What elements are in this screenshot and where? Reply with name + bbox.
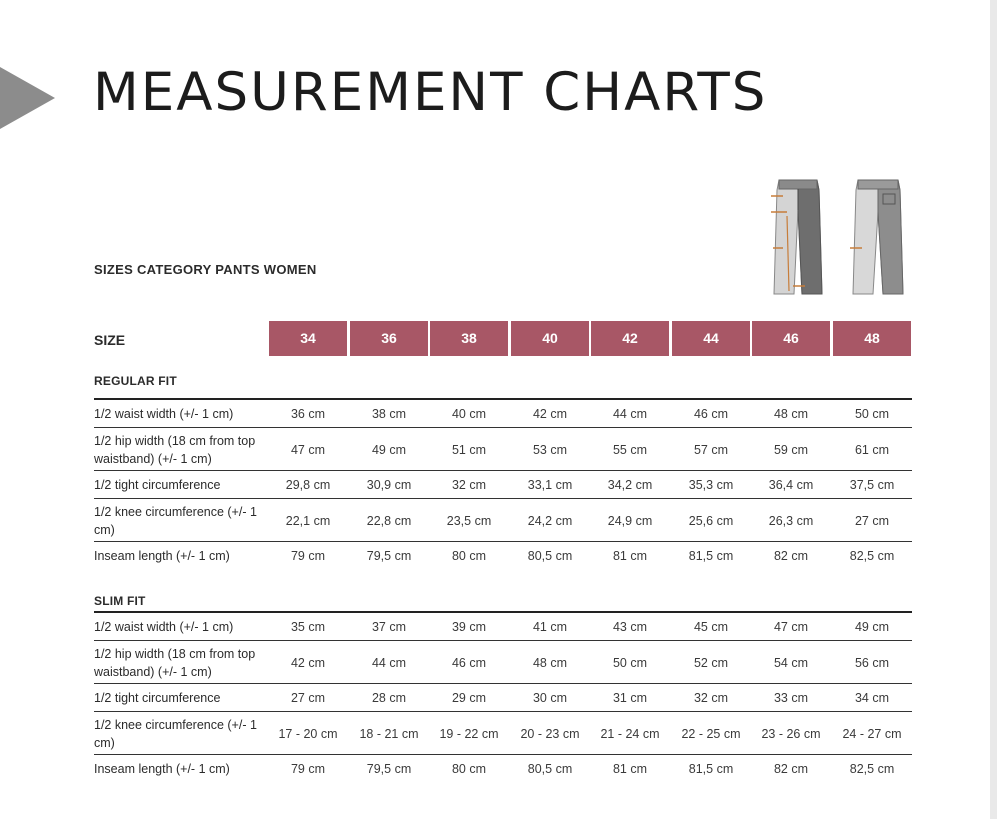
table-cell: 59 cm [773, 442, 809, 457]
table-cell: 22,8 cm [366, 513, 412, 528]
table-cell: 39 cm [451, 620, 487, 634]
table-cell: 34,2 cm [607, 478, 653, 492]
table-cell: 81 cm [612, 549, 648, 563]
size-cell-42: 42 [591, 321, 669, 356]
table-cell: 61 cm [854, 442, 890, 457]
table-cell: 24 - 27 cm [842, 726, 902, 741]
table-cell: 36,4 cm [768, 478, 814, 492]
table-cell: 24,2 cm [527, 513, 573, 528]
row-label: 1/2 knee circumference (+/- 1 cm) [94, 717, 257, 750]
table-cell: 31 cm [612, 691, 648, 705]
table-cell: 35 cm [290, 620, 326, 634]
table-cell: 81 cm [612, 762, 648, 776]
table-cell: 32 cm [451, 478, 487, 492]
table-cell: 82 cm [773, 549, 809, 563]
table-cell: 32 cm [693, 691, 729, 705]
page-title: MEASUREMENT CHARTS [93, 62, 768, 123]
table-cell: 37,5 cm [849, 478, 895, 492]
table-cell: 56 cm [854, 655, 890, 670]
arrow-marker-icon [0, 67, 55, 129]
row-label: 1/2 tight circumference [94, 691, 221, 705]
table-row [94, 684, 912, 712]
table-cell: 29,8 cm [285, 478, 331, 492]
pants-back-illustration-icon [850, 176, 906, 298]
table-cell: 49 cm [854, 620, 890, 634]
table-cell: 80 cm [451, 549, 487, 563]
table-row [94, 641, 912, 684]
table-cell: 46 cm [451, 655, 487, 670]
category-subtitle: SIZES CATEGORY PANTS WOMEN [94, 262, 317, 277]
table-cell: 27 cm [290, 691, 326, 705]
table-row [94, 471, 912, 499]
table-cell: 33 cm [773, 691, 809, 705]
table-cell: 81,5 cm [688, 549, 734, 563]
table-row [94, 499, 912, 542]
table-cell: 17 - 20 cm [278, 726, 338, 741]
table-row [94, 542, 912, 570]
row-label: 1/2 hip width (18 cm from top waistband) (+/- 1 cm) [94, 646, 256, 679]
size-label: SIZE [94, 332, 126, 348]
table-cell: 42 cm [532, 407, 568, 421]
table-cell: 44 cm [371, 655, 407, 670]
table-cell: 52 cm [693, 655, 729, 670]
table-cell: 49 cm [371, 442, 407, 457]
table-cell: 81,5 cm [688, 762, 734, 776]
table-cell: 48 cm [532, 655, 568, 670]
table-cell: 51 cm [451, 442, 487, 457]
table-cell: 28 cm [371, 691, 407, 705]
size-cell-46: 46 [752, 321, 830, 356]
pants-front-illustration-icon [769, 176, 827, 298]
table-cell: 79,5 cm [366, 549, 412, 563]
row-label: 1/2 waist width (+/- 1 cm) [94, 407, 234, 421]
row-label: 1/2 knee circumference (+/- 1 cm) [94, 504, 257, 537]
table-cell: 22,1 cm [285, 513, 331, 528]
table-cell: 19 - 22 cm [439, 726, 499, 741]
table-cell: 47 cm [773, 620, 809, 634]
table-cell: 57 cm [693, 442, 729, 457]
table-cell: 23,5 cm [446, 513, 492, 528]
table-cell: 55 cm [612, 442, 648, 457]
size-cell-38: 38 [430, 321, 508, 356]
table-cell: 44 cm [612, 407, 648, 421]
table-cell: 20 - 23 cm [520, 726, 580, 741]
table-cell: 26,3 cm [768, 513, 814, 528]
section-title: REGULAR FIT [94, 374, 177, 388]
table-cell: 27 cm [854, 513, 890, 528]
row-label: 1/2 hip width (18 cm from top waistband) (+/- 1 cm) [94, 433, 256, 466]
size-cell-48: 48 [833, 321, 911, 356]
table-cell: 80,5 cm [527, 549, 573, 563]
table-cell: 45 cm [693, 620, 729, 634]
table-cell: 53 cm [532, 442, 568, 457]
table-cell: 46 cm [693, 407, 729, 421]
table-cell: 80 cm [451, 762, 487, 776]
table-cell: 79,5 cm [366, 762, 412, 776]
size-cell-40: 40 [511, 321, 589, 356]
size-cell-36: 36 [350, 321, 428, 356]
table-cell: 30 cm [532, 691, 568, 705]
table-cell: 38 cm [371, 407, 407, 421]
table-cell: 79 cm [290, 762, 326, 776]
size-cell-44: 44 [672, 321, 750, 356]
table-cell: 33,1 cm [527, 478, 573, 492]
row-label: 1/2 tight circumference [94, 478, 221, 492]
section-title: SLIM FIT [94, 594, 146, 608]
table-row [94, 613, 912, 641]
table-cell: 82,5 cm [849, 762, 895, 776]
table-cell: 22 - 25 cm [681, 726, 741, 741]
table-cell: 42 cm [290, 655, 326, 670]
table-cell: 18 - 21 cm [359, 726, 419, 741]
table-cell: 50 cm [612, 655, 648, 670]
size-cell-34: 34 [269, 321, 347, 356]
table-cell: 25,6 cm [688, 513, 734, 528]
table-row [94, 428, 912, 471]
table-cell: 54 cm [773, 655, 809, 670]
table-cell: 50 cm [854, 407, 890, 421]
table-cell: 47 cm [290, 442, 326, 457]
row-label: 1/2 waist width (+/- 1 cm) [94, 620, 234, 634]
table-cell: 43 cm [612, 620, 648, 634]
table-cell: 80,5 cm [527, 762, 573, 776]
table-row [94, 755, 912, 783]
table-cell: 36 cm [290, 407, 326, 421]
table-cell: 79 cm [290, 549, 326, 563]
table-cell: 35,3 cm [688, 478, 734, 492]
table-cell: 29 cm [451, 691, 487, 705]
table-cell: 21 - 24 cm [600, 726, 660, 741]
table-cell: 24,9 cm [607, 513, 653, 528]
table-cell: 82 cm [773, 762, 809, 776]
table-cell: 37 cm [371, 620, 407, 634]
row-label: Inseam length (+/- 1 cm) [94, 549, 230, 563]
table-cell: 34 cm [854, 691, 890, 705]
table-cell: 48 cm [773, 407, 809, 421]
table-cell: 41 cm [532, 620, 568, 634]
table-row [94, 712, 912, 755]
table-cell: 40 cm [451, 407, 487, 421]
table-row [94, 400, 912, 428]
table-cell: 82,5 cm [849, 549, 895, 563]
row-label: Inseam length (+/- 1 cm) [94, 762, 230, 776]
table-cell: 30,9 cm [366, 478, 412, 492]
table-cell: 23 - 26 cm [761, 726, 821, 741]
